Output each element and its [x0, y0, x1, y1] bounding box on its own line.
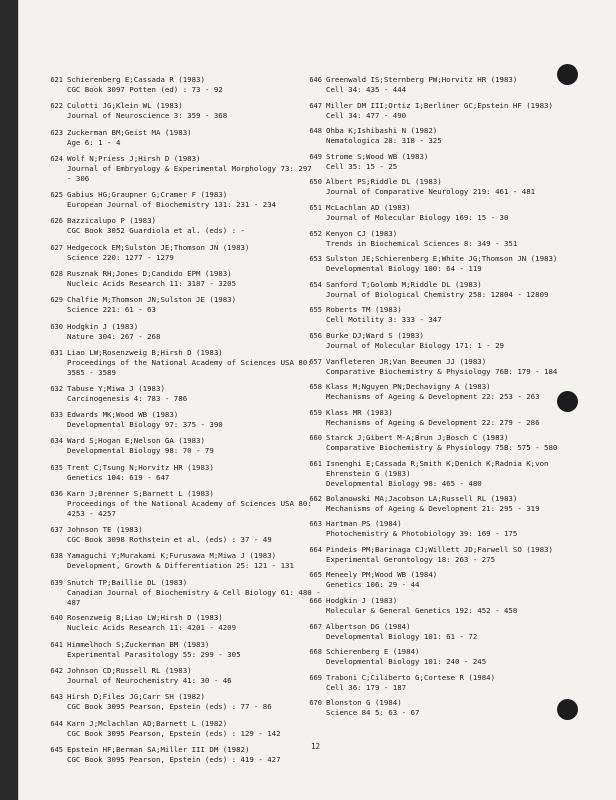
citation-authors: Isnenghi E;Cassada R;Smith K;Denich K;Radnia K;von — [326, 458, 549, 468]
citation-number: 633 — [50, 411, 63, 420]
citation-number: 670 — [309, 699, 322, 708]
citation-entry — [45, 436, 315, 462]
citation-source: CGC Book 3095 Pearson, Epstein (eds) : 129 - 142 — [67, 728, 281, 738]
citation-entry — [45, 128, 315, 154]
citation-source: Age 6: 1 - 4 — [67, 137, 121, 147]
citation-entry — [304, 203, 564, 229]
citation-authors: Vanfleteren JR;Van Beeumen JJ (1983) — [326, 356, 487, 366]
citation-number: 639 — [50, 578, 63, 587]
citation-entry — [45, 190, 315, 216]
citation-number: 662 — [309, 494, 322, 503]
citation-entry — [304, 459, 564, 494]
citation-authors: Rusznak RH;Jones D;Candido EPM (1983) — [67, 268, 232, 278]
citation-source: Proceedings of the National Academy of Sciences USA 80: — [67, 358, 312, 368]
citation-authors: Chalfie M;Thomson JN;Sulston JE (1983) — [67, 295, 237, 305]
page-number: 12 — [311, 742, 321, 751]
citation-entry — [45, 384, 315, 410]
citation-authors: Himmelhoch S;Zuckerman BM (1983) — [67, 639, 210, 649]
citation-source: Journal of Molecular Biology 171: 1 - 29 — [326, 340, 504, 350]
citation-authors: Greenwald IS;Sternberg PW;Horvitz HR (1983) — [326, 75, 518, 84]
citation-authors: Roberts TM (1983) — [326, 305, 402, 315]
citation-number: 623 — [50, 128, 63, 137]
citation-authors: Albertson DG (1984) — [326, 621, 411, 631]
citation-number: 653 — [309, 255, 322, 264]
citation-authors: Culotti JG;Klein WL (1983) — [67, 101, 183, 111]
citation-source: CGC Book 3095 Pearson, Epstein (eds) : 77 - 86 — [67, 702, 272, 712]
citation-number: 627 — [50, 243, 63, 252]
citation-entry — [304, 596, 564, 622]
citation-source: Developmental Biology 101: 240 - 245 — [326, 657, 487, 667]
citation-authors: Johnson TE (1983) — [67, 524, 143, 534]
document-page — [18, 0, 616, 800]
citation-source: Cell Motility 3: 333 - 347 — [326, 315, 442, 325]
citation-authors: Pindeis PM;Barinaga CJ;Willett JD;Farwell SO (1983) — [326, 544, 553, 554]
citation-number: 658 — [309, 383, 322, 392]
citation-source: Nature 304: 267 - 268 — [67, 331, 161, 341]
citation-number: 666 — [309, 597, 322, 606]
citation-source: Nucleic Acids Research 11: 3187 - 3205 — [67, 278, 237, 288]
citation-number: 657 — [309, 357, 322, 366]
citation-authors: Bolanowski MA;Jacobson LA;Russell RL (1983) — [326, 493, 518, 503]
citation-number: 652 — [309, 229, 322, 238]
citation-entry — [304, 331, 564, 357]
citation-entry — [304, 280, 564, 306]
right-column — [304, 75, 564, 724]
citation-source: Carcinogenesis 4: 783 - 786 — [67, 393, 188, 403]
citation-authors: Blonston G (1984) — [326, 698, 402, 708]
citation-source: CGC Book 3095 Pearson, Epstein (eds) : 419 - 427 — [67, 755, 281, 765]
citation-authors: Yamaguchi Y;Murakami K;Furusawa M;Miwa J (1983) — [67, 551, 277, 561]
citation-source: Developmental Biology 101: 61 - 72 — [326, 631, 478, 641]
citation-authors: Hartman PS (1984) — [326, 519, 402, 529]
citation-number: 645 — [50, 746, 63, 755]
citation-number: 656 — [309, 331, 322, 340]
citation-source: Cell 35: 15 - 25 — [326, 161, 398, 171]
citation-number: 643 — [50, 693, 63, 702]
citation-entry — [304, 101, 564, 127]
citation-entry — [304, 254, 564, 280]
citation-source: Photochemistry & Photobiology 39: 169 - 175 — [326, 529, 518, 539]
citation-number: 635 — [50, 463, 63, 472]
citation-source: Cell 34: 435 - 444 — [326, 85, 407, 94]
citation-authors: Klass M;Nguyen PN;Dechavigny A (1983) — [326, 382, 491, 392]
citation-number: 632 — [50, 384, 63, 393]
citation-entry — [304, 229, 564, 255]
citation-source: Developmental Biology 97: 375 - 390 — [67, 420, 223, 430]
citation-authors: Sanford T;Golomb M;Riddle DL (1983) — [326, 279, 482, 289]
citation-source: Mechanisms of Ageing & Development 22: 253 - 263 — [326, 392, 540, 402]
citation-entry — [45, 613, 315, 639]
citation-entry — [304, 75, 564, 101]
citation-authors: Rosenzweig B;Liao LW;Hirsh D (1983) — [67, 613, 223, 623]
citation-source: 487 — [67, 597, 81, 607]
citation-number: 630 — [50, 322, 63, 331]
citation-entry — [304, 357, 564, 383]
citation-number: 651 — [309, 203, 322, 212]
citation-entry — [304, 545, 564, 571]
citation-entry — [304, 177, 564, 203]
citation-number: 655 — [309, 306, 322, 315]
citation-entry — [304, 494, 564, 520]
citation-number: 631 — [50, 349, 63, 358]
citation-entry — [304, 408, 564, 434]
citation-entry — [304, 382, 564, 408]
citation-number: 664 — [309, 545, 322, 554]
citation-authors: Starck J;Gibert M-A;Brun J;Bosch C (1983) — [326, 433, 509, 443]
citation-authors: Schierenberg E (1984) — [326, 647, 420, 657]
citation-number: 660 — [309, 434, 322, 443]
citation-entry — [45, 348, 315, 384]
citation-number: 634 — [50, 437, 63, 446]
citation-number: 626 — [50, 217, 63, 226]
citation-source: Journal of Neurochemistry 41: 30 - 46 — [67, 676, 232, 686]
citation-authors: Hedgecock EM;Sulston JE;Thomson JN (1983) — [67, 242, 250, 252]
citation-source: Nucleic Acids Research 11: 4201 - 4209 — [67, 623, 237, 633]
citation-authors: Wolf N;Priess J;Hirsh D (1983) — [67, 154, 201, 164]
citation-entry — [45, 269, 315, 295]
citation-number: 642 — [50, 667, 63, 676]
citation-number: 628 — [50, 269, 63, 278]
citation-source: Genetics 106: 29 - 44 — [326, 580, 420, 590]
citation-source: Journal of Molecular Biology 169: 15 - 30 — [326, 212, 509, 222]
citation-number: 661 — [309, 459, 322, 468]
citation-entry — [45, 640, 315, 666]
citation-authors: Snutch TP;Baillie DL (1983) — [67, 577, 188, 587]
citation-authors: Hirsh D;Files JG;Carr SH (1982) — [67, 692, 205, 702]
citation-entry — [45, 525, 315, 551]
citation-number: 641 — [50, 640, 63, 649]
citation-number: 668 — [309, 648, 322, 657]
citation-source: 4253 - 4257 — [67, 509, 116, 519]
citation-number: 636 — [50, 490, 63, 499]
citation-authors: Edwards MK;Wood WB (1983) — [67, 410, 179, 420]
citation-entry — [304, 305, 564, 331]
citation-source: 3585 - 3589 — [67, 368, 116, 378]
citation-source: Trends in Biochemical Sciences 8: 349 - 351 — [326, 238, 518, 248]
citation-entry — [45, 295, 315, 321]
citation-authors: Gabius HG;Graupner G;Cramer F (1983) — [67, 189, 228, 199]
citation-entry — [45, 745, 315, 771]
citation-source: Mechanisms of Ageing & Development 22: 279 - 286 — [326, 417, 540, 427]
citation-source: Molecular & General Genetics 192: 452 - 458 — [326, 606, 518, 616]
citation-entry — [45, 551, 315, 577]
citation-entry — [45, 101, 315, 127]
citation-authors: Traboni C;Ciliberto G;Cortese R (1984) — [326, 672, 496, 682]
citation-source: Ehrenstein G (1983) — [326, 468, 411, 478]
citation-authors: Bazzicalupo P (1983) — [67, 216, 156, 226]
citation-source: Proceedings of the National Academy of Sciences USA 80: — [67, 499, 312, 509]
citation-source: Genetics 104: 619 - 647 — [67, 472, 170, 482]
citation-source: Comparative Biochemistry & Physiology 75B: 575 - 580 — [326, 443, 558, 453]
citation-entry — [45, 154, 315, 190]
citation-source: Developmental Biology 100: 64 - 119 — [326, 264, 482, 274]
citation-source: Science 221: 61 - 63 — [67, 305, 156, 315]
citation-authors: Schierenberg E;Cassada R (1983) — [67, 75, 205, 84]
citation-number: 654 — [309, 280, 322, 289]
citation-entry — [45, 216, 315, 242]
citation-source: CGC Book 3052 Guardiola et al. (eds) : - — [67, 226, 245, 236]
citation-entry — [45, 75, 315, 101]
citation-source: European Journal of Biochemistry 131: 231 - 234 — [67, 199, 277, 209]
citation-number: 663 — [309, 520, 322, 529]
citation-entry — [304, 433, 564, 459]
citation-source: Development, Growth & Differentiation 25: 121 - 131 — [67, 561, 294, 571]
citation-source: Science 220: 1277 - 1279 — [67, 252, 174, 262]
citation-authors: Sulston JE;Schierenberg E;White JG;Thomson JN (1983) — [326, 254, 558, 264]
citation-number: 650 — [309, 178, 322, 187]
citation-number: 648 — [309, 127, 322, 136]
citation-number: 621 — [50, 76, 63, 84]
citation-authors: Zuckerman BM;Geist MA (1983) — [67, 127, 192, 137]
citation-authors: Strome S;Wood WB (1983) — [326, 151, 429, 161]
citation-source: Developmental Biology 98: 70 - 79 — [67, 446, 214, 456]
citation-source: Cell 34: 477 - 490 — [326, 110, 407, 120]
citation-source: Cell 36: 179 - 187 — [326, 682, 407, 692]
citation-entry — [304, 126, 564, 152]
citation-authors: Trent C;Tsung N;Horvitz HR (1983) — [67, 462, 214, 472]
citation-authors: Kenyon CJ (1983) — [326, 228, 398, 238]
citation-entry — [304, 519, 564, 545]
citation-entry — [45, 410, 315, 436]
citation-entry — [45, 243, 315, 269]
citation-entry — [304, 622, 564, 648]
citation-authors: McLachlan AD (1983) — [326, 202, 411, 212]
citation-source: Experimental Parasitology 55: 299 - 305 — [67, 649, 241, 659]
citation-number: 637 — [50, 525, 63, 534]
citation-authors: Ward S;Hogan E;Nelson GA (1983) — [67, 436, 205, 446]
citation-entry — [304, 152, 564, 178]
citation-entry — [45, 463, 315, 489]
citation-source: Canadian Journal of Biochemistry & Cell Biology 61: 480 - — [67, 587, 321, 597]
citation-number: 647 — [309, 101, 322, 110]
citation-entry — [304, 570, 564, 596]
citation-authors: Ohba K;Ishibashi N (1982) — [326, 126, 438, 136]
citation-source: Developmental Biology 98: 465 - 480 — [326, 478, 482, 488]
citation-source: Experimental Gerontology 18: 263 - 275 — [326, 554, 496, 564]
citation-number: 624 — [50, 155, 63, 164]
citation-entry — [304, 698, 564, 724]
citation-source: Science 84 5: 63 - 67 — [326, 708, 420, 718]
citation-authors: Klass MR (1983) — [326, 407, 393, 417]
citation-source: Comparative Biochemistry & Physiology 76B: 179 - 184 — [326, 366, 558, 376]
citation-number: 646 — [309, 76, 322, 84]
citation-source: CGC Book 3097 Potten (ed) : 73 - 92 — [67, 85, 223, 94]
citation-source: Journal of Embryology & Experimental Morphology 73: 297 — [67, 164, 312, 174]
citation-number: 644 — [50, 719, 63, 728]
citation-number: 629 — [50, 296, 63, 305]
citation-entry — [45, 489, 315, 525]
citation-authors: Meneely PM;Wood WB (1984) — [326, 570, 438, 580]
citation-entry — [45, 322, 315, 348]
citation-authors: Miller DM III;Ortiz I;Berliner GC;Epstein HF (1983) — [326, 100, 553, 110]
citation-authors: Albert PS;Riddle DL (1983) — [326, 177, 442, 187]
citation-authors: Hodgkin J (1983) — [67, 321, 139, 331]
citation-entry — [304, 673, 564, 699]
citation-authors: Karn J;Brenner S;Barnett L (1983) — [67, 489, 214, 499]
citation-authors: Hodgkin J (1983) — [326, 596, 398, 606]
citation-authors: Tabuse Y;Miwa J (1983) — [67, 383, 165, 393]
citation-number: 640 — [50, 614, 63, 623]
citation-authors: Burke DJ;Ward S (1983) — [326, 330, 424, 340]
citation-number: 665 — [309, 571, 322, 580]
citation-authors: Karn J;Mclachlan AD;Barnett L (1982) — [67, 718, 228, 728]
citation-number: 669 — [309, 673, 322, 682]
citation-number: 667 — [309, 622, 322, 631]
citation-authors: Johnson CD;Russell RL (1983) — [67, 666, 192, 676]
citation-source: CGC Book 3098 Rothstein et al. (eds) : 37 - 49 — [67, 534, 272, 544]
citation-entry — [45, 719, 315, 745]
citation-entry — [304, 647, 564, 673]
citation-source: Nematologica 28: 318 - 325 — [326, 136, 442, 146]
citation-source: Journal of Neuroscience 3: 359 - 368 — [67, 111, 228, 121]
citation-number: 622 — [50, 102, 63, 111]
citation-source: Journal of Comparative Neurology 219: 461 - 481 — [326, 187, 536, 197]
citation-number: 638 — [50, 552, 63, 561]
citation-number: 659 — [309, 408, 322, 417]
citation-source: Journal of Biological Chemistry 258: 12804 - 12809 — [326, 289, 549, 299]
citation-source: Mechanisms of Ageing & Development 21: 295 - 319 — [326, 503, 540, 513]
citation-authors: Liao LW;Rosenzweig B;Hirsh D (1983) — [67, 348, 223, 358]
citation-entry — [45, 666, 315, 692]
citation-authors: Epstein HF;Berman SA;Miller III DM (1982) — [67, 745, 250, 755]
citation-number: 625 — [50, 190, 63, 199]
citation-source: - 306 — [67, 174, 90, 184]
citation-entry — [45, 692, 315, 718]
citation-number: 649 — [309, 152, 322, 161]
